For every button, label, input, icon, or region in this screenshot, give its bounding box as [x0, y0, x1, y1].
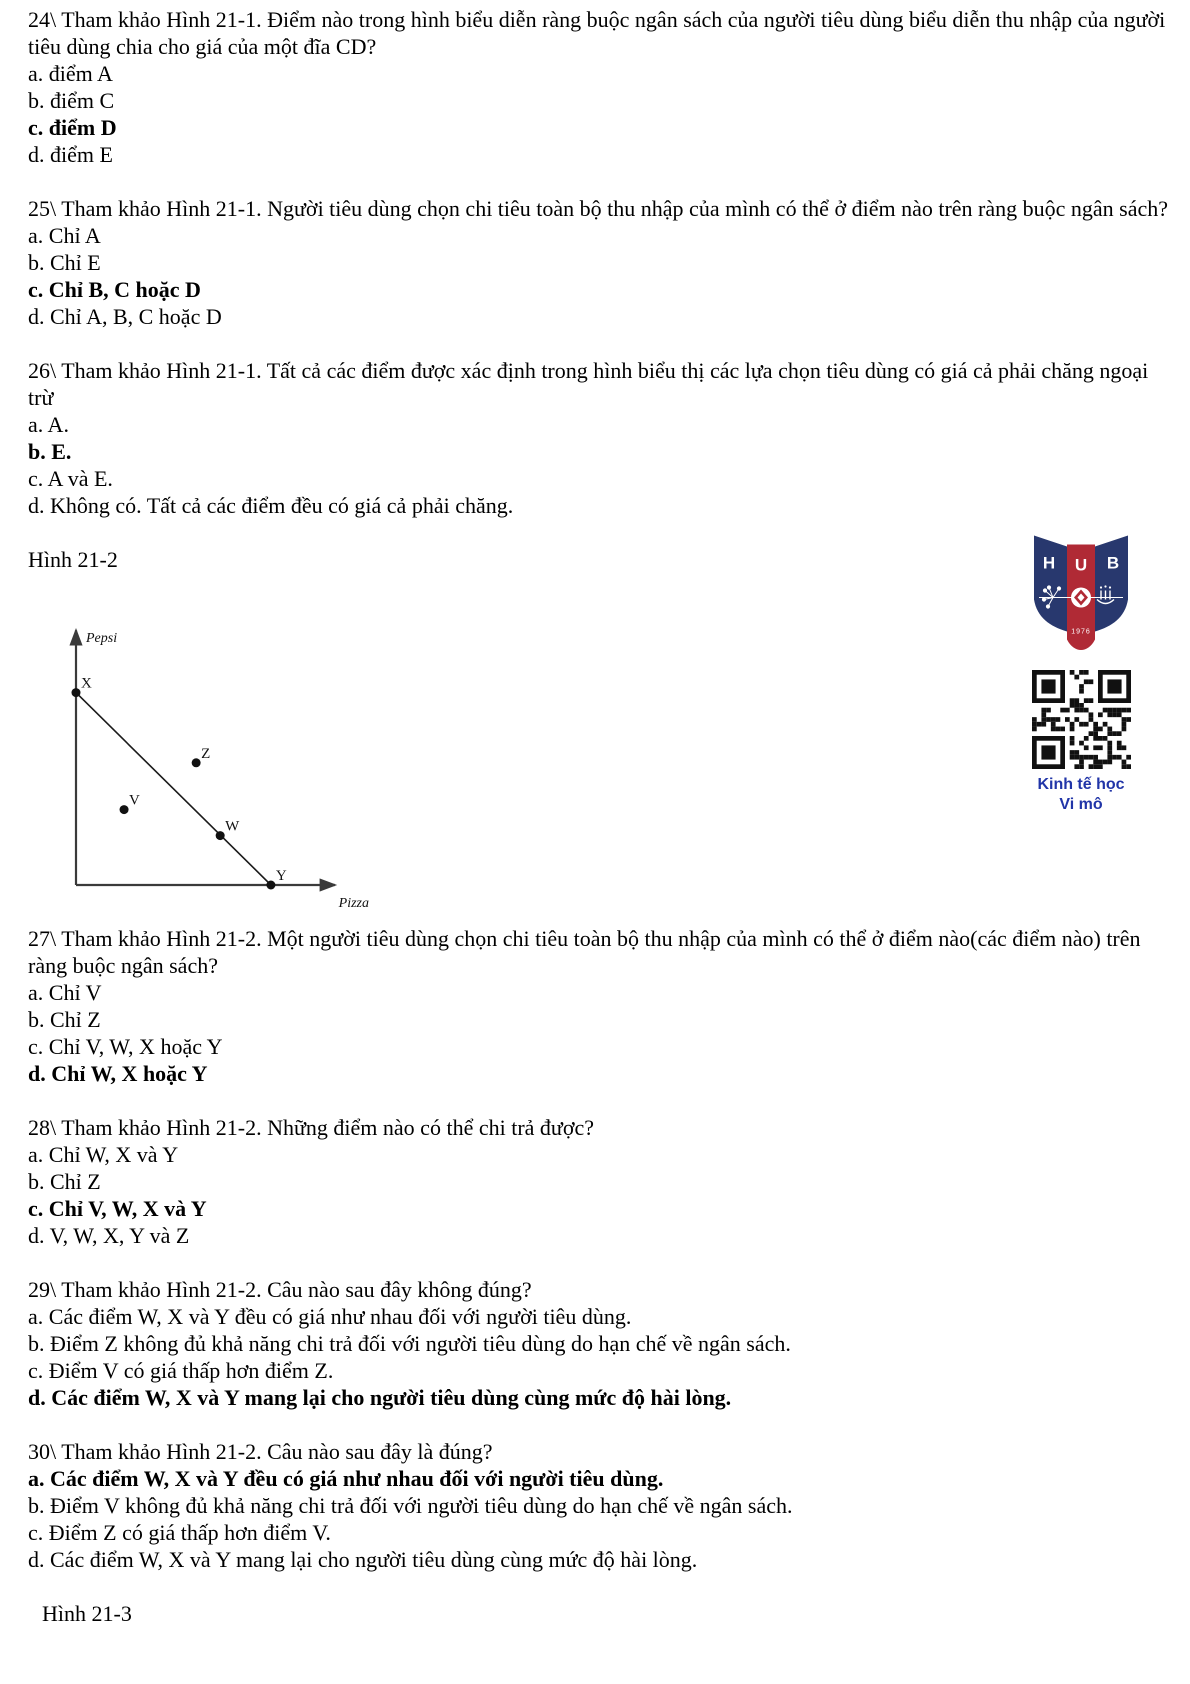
answer-option: a. A. — [28, 412, 69, 437]
question-text: 25\ Tham khảo Hình 21-1. Người tiêu dùng chọn chi tiêu toàn bộ thu nhập của mình có thể ở điểm nào trên ràng buộc ngân sách? — [28, 196, 1169, 221]
answer-option: d. V, W, X, Y và Z — [28, 1223, 190, 1248]
svg-text:W: W — [225, 818, 240, 835]
logo-letter-u: U — [1074, 555, 1088, 575]
exam-page — [28, 6, 1168, 1641]
answer-option: b. E. — [28, 439, 72, 464]
figure-21-3-caption: Hình 21-3 — [42, 1601, 132, 1626]
brand-panel — [1028, 526, 1134, 815]
answer-option: a. Chỉ W, X và Y — [28, 1142, 179, 1167]
logo-right-panel — [1095, 536, 1128, 632]
questions-24-26 — [28, 6, 1168, 519]
brand-caption — [1028, 775, 1134, 815]
question-text: 29\ Tham khảo Hình 21-2. Câu nào sau đây không đúng? — [28, 1277, 532, 1302]
answer-option: d. điểm E — [28, 142, 113, 167]
hub-logo — [1031, 526, 1131, 664]
answer-option: c. Chỉ B, C hoặc D — [28, 277, 201, 302]
svg-text:Y: Y — [275, 868, 287, 884]
logo-letter-b: B — [1106, 553, 1120, 573]
answer-option: d. Các điểm W, X và Y mang lại cho người tiêu dùng cùng mức độ hài lòng. — [28, 1385, 732, 1410]
answer-option: d. Các điểm W, X và Y mang lại cho người tiêu dùng cùng mức độ hài lòng. — [28, 1547, 698, 1572]
answer-option: d. Chỉ W, X hoặc Y — [28, 1061, 208, 1086]
svg-text:X: X — [81, 675, 92, 692]
brand-caption-line2: Vi mô — [1059, 796, 1103, 813]
chart-point-X — [72, 676, 93, 698]
figure-21-2 — [40, 587, 1168, 925]
question-block — [28, 1276, 1168, 1411]
svg-text:Z: Z — [201, 745, 211, 762]
answer-option: b. Điểm Z không đủ khả năng chi trả đối với người tiêu dùng do hạn chế về ngân sách. — [28, 1331, 791, 1356]
logo-letter-h: H — [1042, 553, 1056, 573]
answer-option: c. điểm D — [28, 115, 117, 140]
question-block — [28, 925, 1168, 1087]
figure-21-2-caption: Hình 21-2 — [28, 547, 118, 572]
chart-point-W — [216, 819, 241, 841]
question-block — [28, 1114, 1168, 1249]
logo-left-panel — [1034, 536, 1067, 632]
question-block — [28, 1438, 1168, 1573]
chart-point-Y — [266, 868, 287, 890]
qr-code — [1032, 670, 1131, 769]
question-text: 27\ Tham khảo Hình 21-2. Một người tiêu dùng chọn chi tiêu toàn bộ thu nhập của mình có thể ở điểm nào(các điểm nào) trên ràng buộc ngân sách? — [28, 926, 1141, 978]
answer-option: c. A và E. — [28, 466, 113, 491]
logo-year: 1976 — [1071, 628, 1091, 636]
chart-point-V — [120, 793, 141, 815]
chart-point-Z — [192, 746, 211, 768]
question-block — [28, 195, 1168, 330]
answer-option: a. Chỉ A — [28, 223, 101, 248]
answer-option: d. Chỉ A, B, C hoặc D — [28, 304, 222, 329]
answer-option: c. Điểm Z có giá thấp hơn điểm V. — [28, 1520, 331, 1545]
answer-option: c. Chỉ V, W, X hoặc Y — [28, 1034, 223, 1059]
answer-option: a. điểm A — [28, 61, 113, 86]
answer-option: b. Điểm V không đủ khả năng chi trả đối với người tiêu dùng do hạn chế về ngân sách. — [28, 1493, 793, 1518]
answer-option: a. Các điểm W, X và Y đều có giá như nhau đối với người tiêu dùng. — [28, 1304, 632, 1329]
question-text: 24\ Tham khảo Hình 21-1. Điểm nào trong hình biểu diễn ràng buộc ngân sách của người tiêu dùng biểu diễn thu nhập của người tiêu dùng chia cho giá của một đĩa CD? — [28, 7, 1166, 59]
question-text: 30\ Tham khảo Hình 21-2. Câu nào sau đây là đúng? — [28, 1439, 493, 1464]
answer-option: b. Chỉ Z — [28, 1007, 101, 1032]
answer-option: c. Điểm V có giá thấp hơn điểm Z. — [28, 1358, 334, 1383]
x-axis-label: Pizza — [338, 896, 369, 911]
budget-constraint-chart — [40, 587, 385, 925]
answer-option: b. điểm C — [28, 88, 115, 113]
answer-option: b. Chỉ E — [28, 250, 101, 275]
svg-text:V: V — [129, 792, 140, 809]
answer-option: c. Chỉ V, W, X và Y — [28, 1196, 207, 1221]
answer-option: a. Các điểm W, X và Y đều có giá như nhau đối với người tiêu dùng. — [28, 1466, 664, 1491]
question-block — [28, 6, 1168, 168]
questions-27-30 — [28, 925, 1168, 1573]
answer-option: b. Chỉ Z — [28, 1169, 101, 1194]
question-block — [28, 357, 1168, 519]
question-text: 28\ Tham khảo Hình 21-2. Những điểm nào có thể chi trả được? — [28, 1115, 594, 1140]
brand-caption-line1: Kinh tế học — [1037, 776, 1125, 793]
answer-option: a. Chỉ V — [28, 980, 102, 1005]
y-axis-label: Pepsi — [86, 631, 118, 647]
budget-line — [76, 693, 271, 885]
question-text: 26\ Tham khảo Hình 21-1. Tất cả các điểm được xác định trong hình biểu thị các lựa chọn tiêu dùng có giá cả phải chăng ngoại trừ — [28, 358, 1149, 410]
answer-option: d. Không có. Tất cả các điểm đều có giá cả phải chăng. — [28, 493, 514, 518]
